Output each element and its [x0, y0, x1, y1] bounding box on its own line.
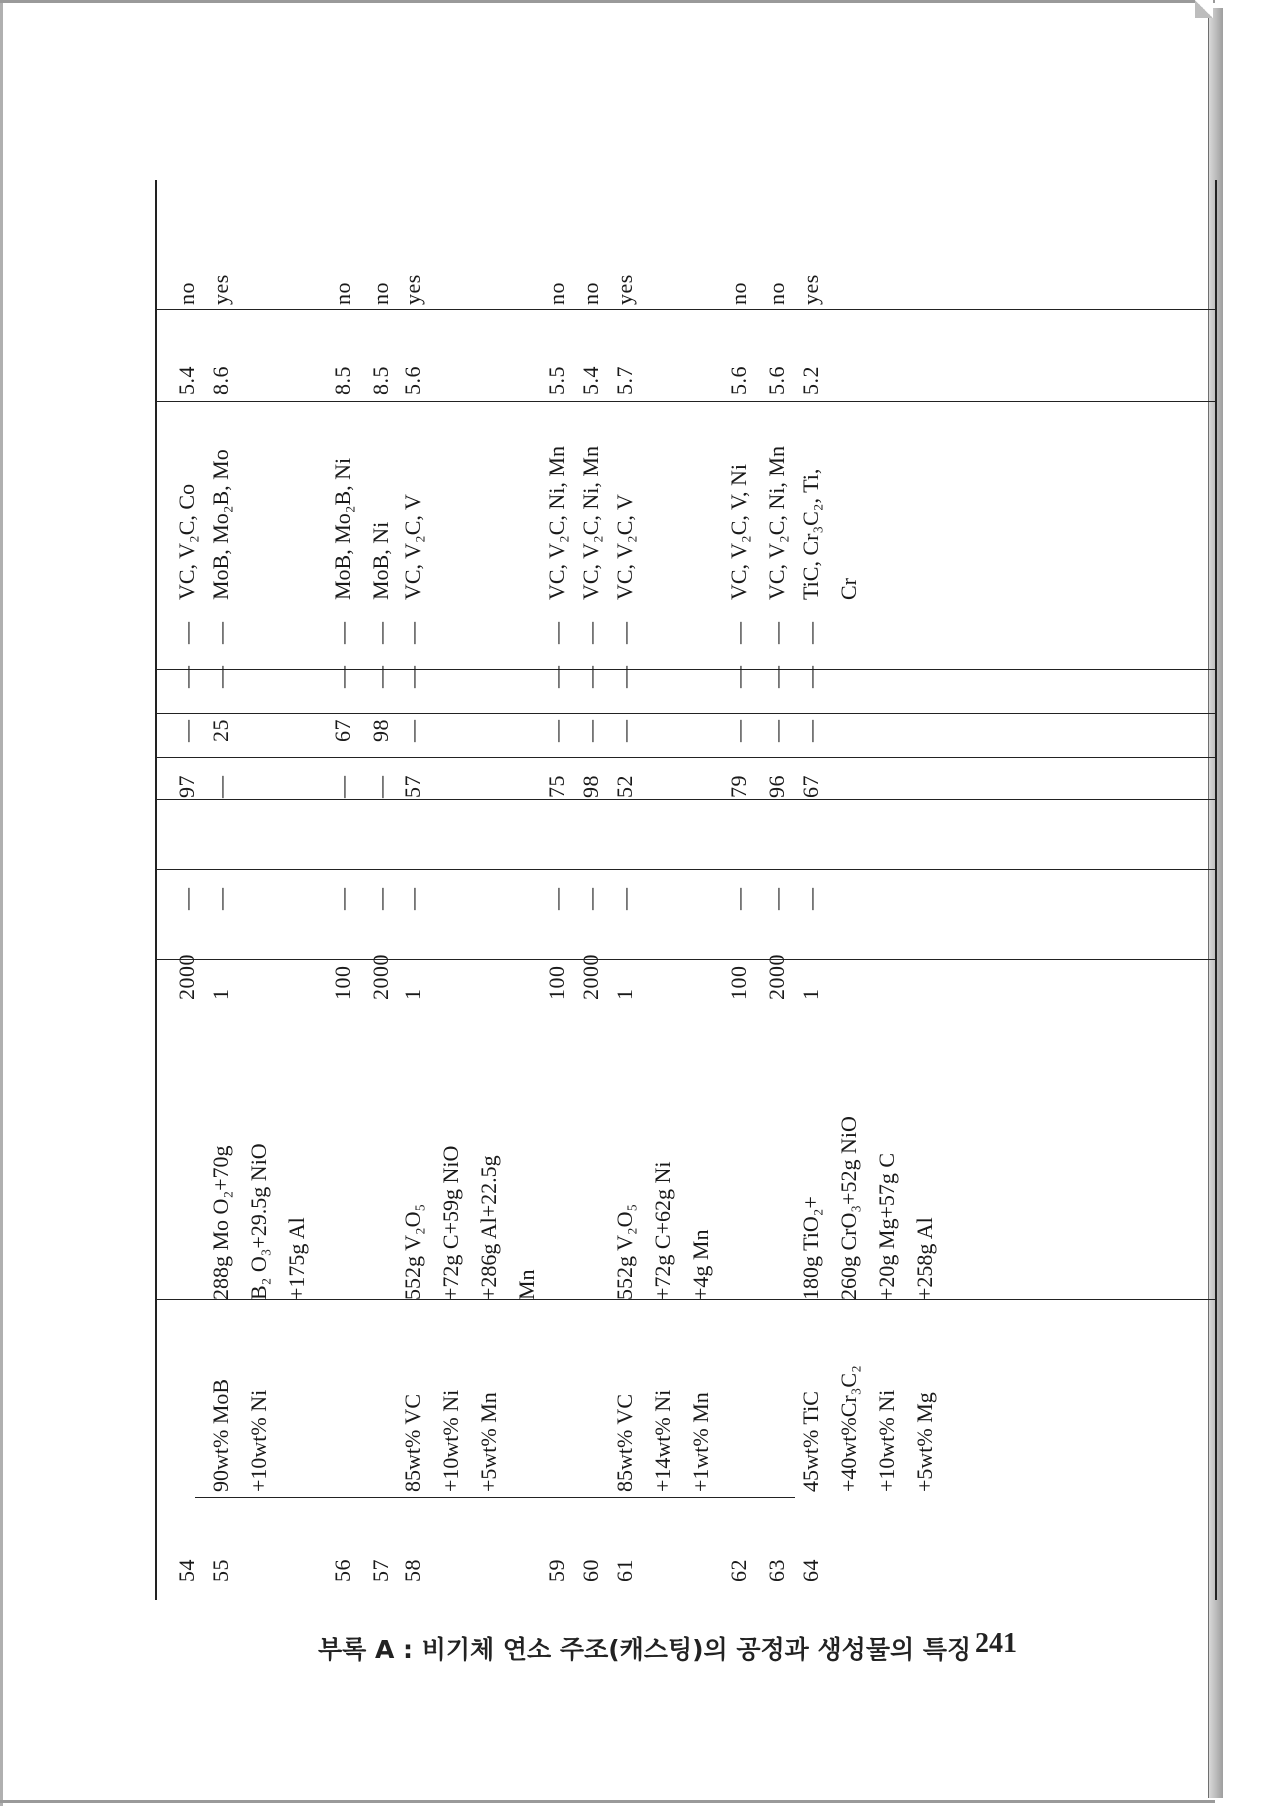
value-col-6: —: [330, 621, 355, 644]
starting-material-line: +4g Mn: [688, 1229, 713, 1300]
composition-line: +10wt% Ni: [246, 1389, 271, 1492]
value-col-5: —: [174, 665, 199, 688]
value-col-3: —: [368, 775, 393, 798]
value-col-6: —: [208, 621, 233, 644]
value-col-6: —: [400, 621, 425, 644]
value-col-6: —: [764, 621, 789, 644]
value-col-5: —: [368, 665, 393, 688]
value-col-3: 96: [764, 775, 789, 798]
value-col-3: 97: [174, 775, 199, 798]
value-col-1: 2000: [764, 954, 789, 1000]
value-col-4: —: [798, 719, 823, 742]
value-col-1: 1: [400, 988, 425, 1000]
value-col-6: —: [726, 621, 751, 644]
value-col-1: 1: [798, 988, 823, 1000]
value-col-2: —: [174, 887, 199, 910]
value-col-4: —: [764, 719, 789, 742]
row-number: 57: [368, 1559, 393, 1582]
composition-line: 90wt% MoB: [208, 1378, 233, 1492]
value-col-4: —: [544, 719, 569, 742]
result-cell: no: [726, 282, 751, 305]
value-col-6: —: [798, 621, 823, 644]
value-col-ratio: 5.4: [174, 366, 199, 395]
value-col-ratio: 5.6: [400, 366, 425, 395]
column-rule: [157, 669, 1215, 670]
value-col-2: —: [400, 887, 425, 910]
value-col-1: 2000: [578, 954, 603, 1000]
value-col-4: —: [726, 719, 751, 742]
row-number: 62: [726, 1559, 751, 1582]
value-col-2: —: [208, 887, 233, 910]
row-number: 55: [208, 1559, 233, 1582]
value-col-5: —: [208, 665, 233, 688]
value-col-2: —: [578, 887, 603, 910]
product-line: Cr: [836, 578, 861, 600]
value-col-2: —: [726, 887, 751, 910]
product-line: TiC, Cr₃C₂, Ti,: [798, 468, 823, 600]
value-col-ratio: 8.6: [208, 366, 233, 395]
row-number: 58: [400, 1559, 425, 1582]
composition-line: +1wt% Mn: [688, 1392, 713, 1492]
product-line: VC, V₂C, Ni, Mn: [544, 446, 569, 600]
result-cell: no: [330, 282, 355, 305]
column-rule: [157, 309, 1215, 310]
value-col-ratio: 5.7: [612, 366, 637, 395]
result-cell: yes: [612, 274, 637, 305]
value-col-6: —: [544, 621, 569, 644]
starting-material-line: 552g V₂O₅: [612, 1203, 637, 1300]
result-cell: no: [174, 282, 199, 305]
starting-material-line: +72g C+62g Ni: [650, 1161, 675, 1300]
product-line: MoB, Ni: [368, 521, 393, 600]
result-cell: no: [368, 282, 393, 305]
value-col-4: 67: [330, 719, 355, 742]
row-number: 64: [798, 1559, 823, 1582]
page-edge-top: [0, 0, 1215, 3]
value-col-ratio: 5.5: [544, 366, 569, 395]
value-col-3: —: [330, 775, 355, 798]
value-col-2: —: [544, 887, 569, 910]
result-cell: yes: [400, 274, 425, 305]
value-col-6: —: [368, 621, 393, 644]
value-col-1: 1: [612, 988, 637, 1000]
starting-material-line: 288g Mo O₂+70g: [208, 1145, 233, 1300]
value-col-ratio: 5.2: [798, 366, 823, 395]
value-col-5: —: [798, 665, 823, 688]
starting-material-line: B₂ O₃+29.5g NiO: [246, 1143, 271, 1300]
value-col-4: —: [612, 719, 637, 742]
value-col-4: —: [174, 719, 199, 742]
value-col-3: 98: [578, 775, 603, 798]
column-rule: [157, 713, 1215, 714]
product-line: VC, V₂C, V, Ni: [726, 463, 751, 600]
value-col-1: 100: [544, 965, 569, 1000]
product-line: VC, V₂C, V: [400, 494, 425, 600]
value-col-4: —: [578, 719, 603, 742]
value-col-5: —: [544, 665, 569, 688]
value-col-ratio: 8.5: [330, 366, 355, 395]
page-corner: [1195, 0, 1213, 18]
starting-material-line: +286g Al+22.5g: [476, 1155, 501, 1300]
value-col-ratio: 8.5: [368, 366, 393, 395]
row-number: 56: [330, 1559, 355, 1582]
value-col-1: 1: [208, 988, 233, 1000]
starting-material-line: +258g Al: [912, 1217, 937, 1300]
running-footer: 부록 A : 비기체 연소 주조(캐스팅)의 공정과 생성물의 특징: [318, 1635, 972, 1664]
result-cell: no: [578, 282, 603, 305]
value-col-3: 67: [798, 775, 823, 798]
value-col-ratio: 5.6: [764, 366, 789, 395]
value-col-1: 2000: [174, 954, 199, 1000]
starting-material-line: +20g Mg+57g C: [874, 1152, 899, 1300]
table-top-rule: [155, 180, 157, 1600]
value-col-ratio: 5.4: [578, 366, 603, 395]
value-col-4: 98: [368, 719, 393, 742]
row-number: 54: [174, 1559, 199, 1582]
starting-material-line: Mn: [514, 1269, 539, 1300]
composition-line: +10wt% Ni: [874, 1389, 899, 1492]
value-col-1: 100: [726, 965, 751, 1000]
table-bottom-rule: [1215, 180, 1217, 1600]
value-col-3: 57: [400, 775, 425, 798]
value-col-6: —: [578, 621, 603, 644]
row-number: 59: [544, 1559, 569, 1582]
page-edge-bottom: [0, 1800, 1215, 1803]
composition-line: +10wt% Ni: [438, 1389, 463, 1492]
column-rule: [195, 1497, 795, 1498]
composition-line: +40wt%Cr₃C₂: [836, 1365, 861, 1492]
composition-line: 85wt% VC: [612, 1394, 637, 1492]
rotated-table: [175, 180, 1220, 1600]
result-cell: yes: [208, 274, 233, 305]
composition-line: +5wt% Mg: [912, 1392, 937, 1492]
value-col-1: 100: [330, 965, 355, 1000]
value-col-4: 25: [208, 719, 233, 742]
value-col-5: —: [400, 665, 425, 688]
value-col-2: —: [612, 887, 637, 910]
value-col-3: 75: [544, 775, 569, 798]
value-col-5: —: [764, 665, 789, 688]
value-col-5: —: [726, 665, 751, 688]
starting-material-line: +72g C+59g NiO: [438, 1145, 463, 1300]
value-col-2: —: [330, 887, 355, 910]
value-col-3: 52: [612, 775, 637, 798]
row-number: 61: [612, 1559, 637, 1582]
starting-material-line: 260g CrO₃+52g NiO: [836, 1116, 861, 1300]
value-col-4: —: [400, 719, 425, 742]
value-col-5: —: [612, 665, 637, 688]
page-number: 241: [975, 1628, 1017, 1659]
value-col-6: —: [612, 621, 637, 644]
product-line: VC, V₂C, Ni, Mn: [578, 446, 603, 600]
product-line: VC, V₂C, Co: [174, 483, 199, 600]
row-number: 63: [764, 1559, 789, 1582]
column-rule: [157, 757, 1215, 758]
starting-material-line: 552g V₂O₅: [400, 1203, 425, 1300]
value-col-ratio: 5.6: [726, 366, 751, 395]
page-edge-left: [0, 0, 3, 1806]
value-col-2: —: [798, 887, 823, 910]
product-line: VC, V₂C, V: [612, 494, 637, 600]
value-col-5: —: [578, 665, 603, 688]
product-line: MoB, Mo₂B, Ni: [330, 457, 355, 600]
product-line: MoB, Mo₂B, Mo: [208, 449, 233, 600]
composition-line: 85wt% VC: [400, 1394, 425, 1492]
starting-material-line: +175g Al: [284, 1217, 309, 1300]
value-col-5: —: [330, 665, 355, 688]
composition-line: +14wt% Ni: [650, 1389, 675, 1492]
value-col-6: —: [174, 621, 199, 644]
composition-line: +5wt% Mn: [476, 1392, 501, 1492]
row-number: 60: [578, 1559, 603, 1582]
result-cell: yes: [798, 274, 823, 305]
column-rule: [157, 959, 1215, 960]
column-rule: [157, 799, 1215, 800]
column-rule: [157, 869, 1215, 870]
value-col-1: 2000: [368, 954, 393, 1000]
value-col-2: —: [368, 887, 393, 910]
composition-line: 45wt% TiC: [798, 1391, 823, 1492]
column-rule: [157, 401, 1215, 402]
product-line: VC, V₂C, Ni, Mn: [764, 446, 789, 600]
result-cell: no: [764, 282, 789, 305]
value-col-3: —: [208, 775, 233, 798]
result-cell: no: [544, 282, 569, 305]
value-col-3: 79: [726, 775, 751, 798]
value-col-2: —: [764, 887, 789, 910]
starting-material-line: 180g TiO₂+: [798, 1196, 823, 1300]
